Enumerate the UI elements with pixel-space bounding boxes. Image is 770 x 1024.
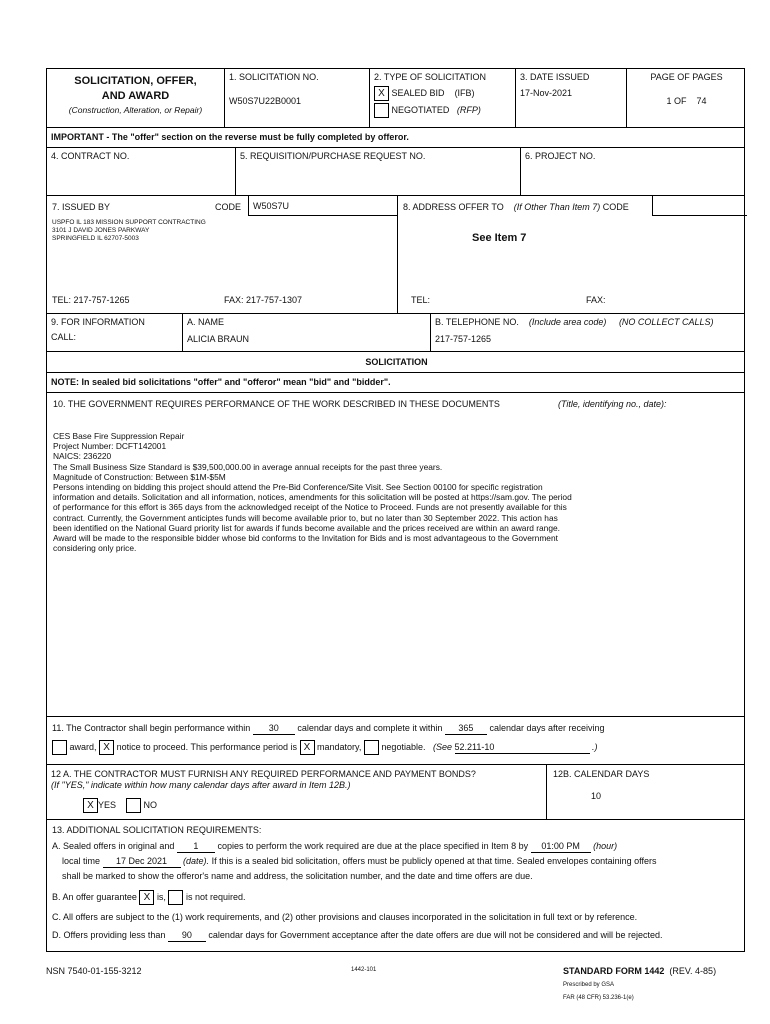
negotiated-label: NEGOTIATED [391, 104, 450, 115]
solicitation-heading: SOLICITATION [365, 357, 428, 367]
issued-code-label: CODE [215, 202, 242, 212]
date-issued-value[interactable]: 17-Nov-2021 [520, 88, 573, 98]
page-number: 1 [666, 96, 672, 106]
prescribed-by: Prescribed by GSA [563, 982, 615, 988]
address-offer-tel: TEL: [411, 295, 431, 305]
item10-line: of performance for this effort is 365 days from the acknowledged receipt of the Notice to Proceed. Funds are not presently available for this [53, 502, 567, 513]
standard-form-label [563, 966, 716, 976]
item12a-cell [47, 765, 546, 819]
item10-label: 10. THE GOVERNMENT REQUIRES PERFORMANCE OF THE WORK DESCRIBED IN THESE DOCUMENTS [53, 399, 500, 409]
requisition-cell[interactable] [235, 148, 520, 195]
sealed-bid-ifb: (IFB) [454, 87, 475, 98]
item10-line: Persons intending on bidding this project should attend the Pre-Bid Conference/Site Visit. See Section 00100 for specific registration [53, 482, 543, 493]
item11-line1 [52, 723, 741, 735]
form-title-block [47, 69, 224, 127]
page-of-pages-value [631, 96, 742, 106]
contract-row [46, 148, 745, 196]
far-reference: FAR (48 CFR) 53.236-1(e) [563, 995, 634, 1001]
contract-no-label: 4. CONTRACT NO. [51, 151, 130, 161]
issued-address-line2: 3101 J DAVID JONES PARKWAY [52, 227, 150, 234]
for-information-cell [47, 314, 182, 351]
award-label: award, [69, 741, 97, 752]
complete-days-field[interactable]: 365 [445, 723, 487, 735]
local-time-label: local time [62, 856, 101, 866]
item11-row [46, 717, 745, 765]
item10-row [46, 393, 745, 717]
issued-code-value[interactable]: W50S7U [248, 196, 397, 216]
contract-no-cell[interactable] [47, 148, 235, 195]
item11-text2: calendar days and complete it within [297, 723, 443, 733]
note-text: NOTE: In sealed bid solicitations "offer" and "offeror" mean "bid" and "bidder". [51, 377, 391, 387]
item13-b-text: B. An offer guarantee [52, 891, 137, 902]
bonds-no-checkbox[interactable] [126, 798, 141, 813]
nsn-number: NSN 7540-01-155-3212 [46, 966, 142, 976]
issued-address-line1: USPFO IL 183 MISSION SUPPORT CONTRACTING [52, 219, 206, 226]
negotiated-rfp: (RFP) [456, 104, 481, 115]
item13-a-line1 [52, 841, 741, 853]
call-label: CALL: [51, 332, 77, 342]
guarantee-not-label: is not required. [185, 891, 246, 902]
header-row [46, 68, 745, 128]
item13-a-line2 [52, 856, 741, 868]
name-label: A. NAME [187, 317, 225, 327]
item10-line: Award will be made to the responsible bidder whose bid conforms to the Invitation for Bids and is most advantageous to the Government [53, 533, 558, 544]
item12b-value[interactable]: 10 [591, 791, 602, 801]
important-row [46, 128, 745, 148]
item13-a-text2: copies to perform the work required are due at the place specified in Item 8 by [217, 841, 529, 851]
copies-field[interactable]: 1 [177, 841, 215, 853]
address-offer-hint: (If Other Than Item 7) [513, 202, 601, 212]
item13-a-line3: shall be marked to show the offeror's name and address, the solicitation number, and the date and time offers are due. [62, 871, 533, 881]
requisition-label: 5. REQUISITION/PURCHASE REQUEST NO. [240, 151, 426, 161]
area-code-hint: (Include area code) [528, 317, 607, 327]
note-row [46, 373, 745, 393]
hour-hint: (hour) [593, 841, 618, 851]
item13-d-line [52, 930, 741, 942]
sealed-bid-label: SEALED BID [391, 87, 445, 98]
solicitation-no-label: 1. SOLICITATION NO. [229, 72, 319, 82]
bonds-yes-checkbox[interactable]: X [83, 798, 98, 813]
guarantee-is-checkbox[interactable]: X [139, 890, 154, 905]
information-row [46, 314, 745, 352]
form-title-subtitle: (Construction, Alteration, or Repair) [68, 105, 203, 115]
notice-to-proceed-checkbox[interactable]: X [99, 740, 114, 755]
see-clause-label: (See [432, 741, 452, 752]
address-offer-cell [397, 196, 746, 313]
date-hint: (date). [183, 856, 210, 866]
solicitation-no-value[interactable]: W50S7U22B0001 [229, 96, 302, 106]
no-collect-hint: (NO COLLECT CALLS) [618, 317, 714, 327]
item10-line: NAICS: 236220 [53, 451, 112, 462]
item10-body[interactable] [53, 431, 740, 553]
item13-c-line: C. All offers are subject to the (1) work requirements, and (2) other provisions and clauses incorporated in the solicitation in full text or by reference. [52, 912, 638, 922]
issued-tel: TEL: 217-757-1265 [52, 295, 130, 305]
form-title-line2: AND AWARD [101, 90, 170, 102]
item12a-hint: (If "YES," indicate within how many calendar days after award in Item 12B.) [51, 780, 351, 790]
address-offer-code-box[interactable] [652, 196, 747, 216]
item10-header [53, 399, 740, 411]
issued-address-line3: SPRINGFIELD IL 62707-5003 [52, 235, 139, 242]
standard-form-name: STANDARD FORM 1442 [563, 966, 665, 976]
negotiable-label: negotiable. [381, 741, 426, 752]
item12b-cell [546, 765, 746, 819]
address-offer-code-label: CODE [602, 202, 629, 212]
of-label: OF [674, 96, 687, 106]
time-field[interactable]: 01:00 PM [531, 841, 591, 853]
negotiable-checkbox[interactable] [364, 740, 379, 755]
sealed-bid-option [374, 86, 511, 101]
item10-line: contract. Currently, the Government anticiptes funds will become available prior to, but no later than 30 September 2022. This action has [53, 512, 558, 523]
acceptance-days-field[interactable]: 90 [168, 930, 206, 942]
address-offer-label [403, 202, 629, 212]
item13-d-text2: calendar days for Government acceptance after the date offers are due will not be considered and will be rejected. [208, 930, 663, 940]
issued-by-label: 7. ISSUED BY [52, 202, 111, 212]
bonds-no-label: NO [143, 799, 158, 810]
name-value[interactable]: ALICIA BRAUN [187, 334, 250, 344]
item10-cell [47, 393, 746, 716]
item13-b-line [52, 890, 741, 905]
item13-d-text1: D. Offers providing less than [52, 930, 166, 940]
see-item-7: See Item 7 [472, 232, 527, 244]
negotiated-option [374, 103, 511, 118]
address-offer-fax: FAX: [586, 295, 606, 305]
form-code: 1442-101 [351, 967, 377, 973]
item13-a-text3: If this is a sealed bid solicitation, offers must be publicly opened at that time. Sealed envelopes containing offers [211, 856, 657, 866]
item12a-options [51, 798, 542, 813]
project-no-label: 6. PROJECT NO. [525, 151, 596, 161]
date-issued-cell [515, 69, 626, 127]
date-issued-label: 3. DATE ISSUED [520, 72, 590, 82]
telephone-label-line [435, 317, 742, 327]
guarantee-is-label: is, [156, 891, 166, 902]
for-information-label: 9. FOR INFORMATION [51, 317, 145, 327]
guarantee-not-checkbox[interactable] [168, 890, 183, 905]
issued-by-cell [47, 196, 397, 313]
notice-to-proceed-label: notice to proceed. This performance period is [116, 741, 297, 752]
important-note: IMPORTANT - The "offer" section on the reverse must be fully completed by offeror. [51, 132, 409, 142]
item11-text3: calendar days after receiving [489, 723, 605, 733]
telephone-value[interactable]: 217-757-1265 [435, 334, 492, 344]
sealed-bid-checkbox[interactable]: X [374, 86, 389, 101]
project-no-cell[interactable] [520, 148, 746, 195]
standard-form-rev: (REV. 4-85) [669, 966, 717, 976]
item10-line: Magnitude of Construction: Between $1M-$5M [53, 471, 226, 482]
item11-line2 [52, 740, 741, 755]
issued-by-row [46, 196, 745, 314]
prescribed-block [563, 979, 634, 1005]
see-clause-field[interactable]: 52.211-10 [455, 742, 590, 754]
item10-line: CES Base Fire Suppression Repair [53, 431, 185, 441]
item10-line: The Small Business Size Standard is $39,500,000.00 in average annual receipts for the past three years. [53, 461, 443, 472]
local-date-field[interactable]: 17 Dec 2021 [103, 856, 181, 868]
telephone-label: B. TELEPHONE NO. [435, 317, 519, 327]
item12b-label: 12B. CALENDAR DAYS [553, 769, 650, 779]
item10-hint: (Title, identifying no., date): [558, 399, 667, 409]
item11-text1: 11. The Contractor shall begin performance within [52, 723, 251, 733]
item10-line: been identified on the National Guard priority list for awards if funds become available and the prices received are within an award range. [53, 522, 560, 533]
mandatory-label: mandatory, [317, 741, 362, 752]
item10-line: Project Number: DCFT142001 [53, 441, 167, 452]
name-cell [182, 314, 430, 351]
page-of-pages-cell [626, 69, 746, 127]
form-title-line1: SOLICITATION, OFFER, [74, 75, 197, 87]
standard-form-1442 [46, 68, 745, 1001]
item13-row [46, 820, 745, 952]
type-of-solicitation-label: 2. TYPE OF SOLICITATION [374, 72, 487, 82]
item11-cell [47, 717, 746, 764]
bonds-yes-label: YES [98, 799, 117, 810]
mandatory-checkbox[interactable]: X [300, 740, 315, 755]
award-checkbox[interactable] [52, 740, 67, 755]
item13-cell [47, 820, 746, 951]
issued-address [52, 219, 206, 243]
issued-fax: FAX: 217-757-1307 [224, 295, 303, 305]
solicitation-no-cell [224, 69, 369, 127]
telephone-cell [430, 314, 746, 351]
item12-row [46, 765, 745, 820]
negotiated-checkbox[interactable] [374, 103, 389, 118]
item13-label: 13. ADDITIONAL SOLICITATION REQUIREMENTS: [52, 825, 262, 835]
type-of-solicitation-cell [369, 69, 515, 127]
total-pages: 74 [696, 96, 707, 106]
page-of-pages-label: PAGE OF PAGES [650, 72, 723, 82]
begin-days-field[interactable]: 30 [253, 723, 295, 735]
solicitation-heading-row [46, 352, 745, 373]
item10-line: considering only price. [53, 543, 137, 554]
item13-a-text1: A. Sealed offers in original and [52, 841, 175, 851]
item12a-label: 12 A. THE CONTRACTOR MUST FURNISH ANY REQUIRED PERFORMANCE AND PAYMENT BONDS? [51, 769, 476, 779]
see-clause-close: .) [592, 741, 598, 752]
item10-line: information and details. Solicitation and all information, notices, amendments for this solicitation will be posted at https://sam.gov. The period [53, 492, 572, 503]
address-offer-title: 8. ADDRESS OFFER TO [403, 202, 504, 212]
